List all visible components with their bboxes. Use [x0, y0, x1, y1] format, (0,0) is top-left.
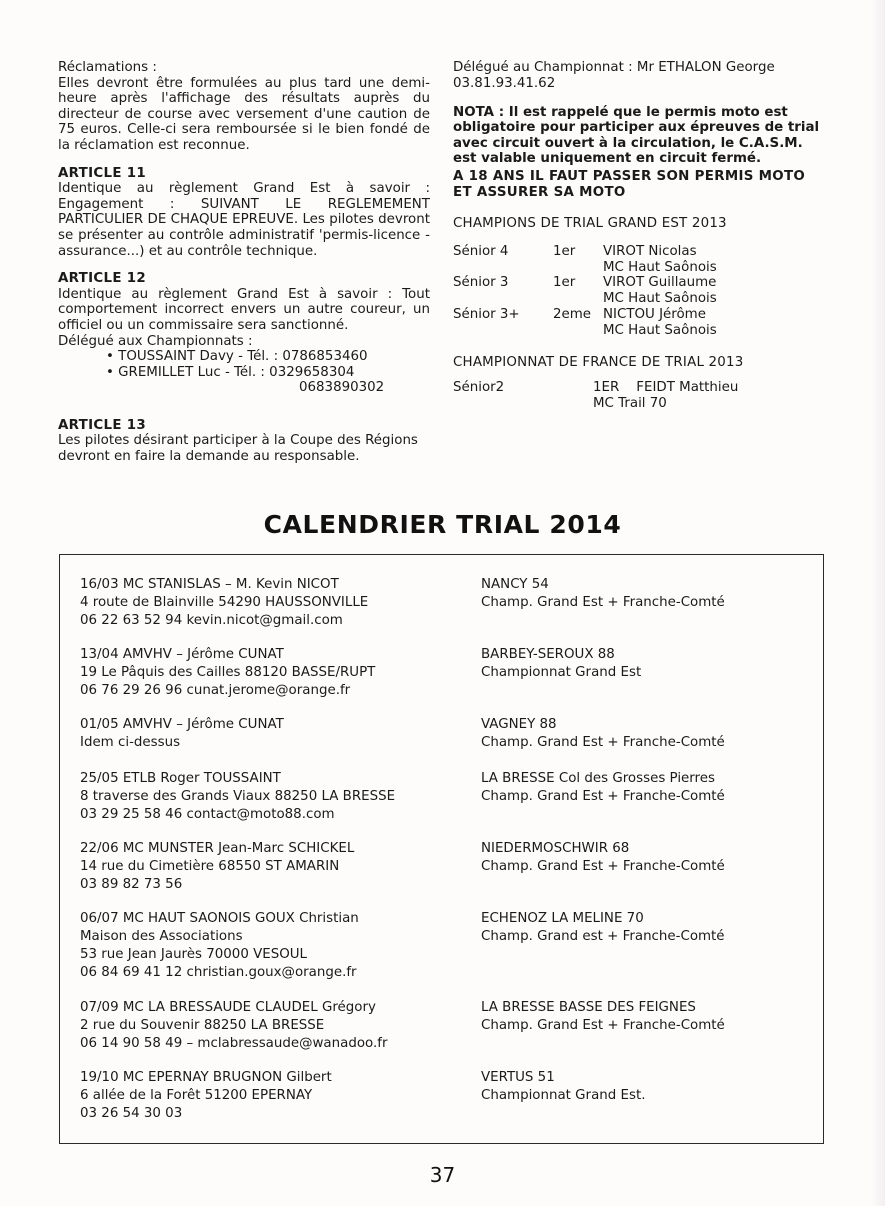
champion-rank: 1er	[553, 275, 576, 291]
event-line: Maison des Associations	[80, 929, 243, 944]
article-12-title: ARTICLE 12	[58, 271, 146, 287]
champion-category: Sénior 4	[453, 243, 509, 259]
champion-club: MC Haut Saônois	[603, 291, 717, 307]
reclamations-text: Elles devront être formulées au plus tard une demi-heure après l'affichage des résultats auprès du directeur de course avec versement d'une caution de 75 euros. Celle-ci sera remboursée si le bien fondé de la réclamation est reconnue.	[58, 75, 430, 153]
delegate-phone: 03.81.93.41.62	[453, 75, 556, 91]
champion-category: Sénior 3+	[453, 306, 520, 322]
article-13-title: ARTICLE 13	[58, 417, 146, 433]
event-line: 25/05 ETLB Roger TOUSSAINT	[80, 771, 281, 786]
champion-rank: 1er	[553, 243, 576, 259]
event-line: 13/04 AMVHV – Jérôme CUNAT	[80, 647, 284, 662]
event-venue: VERTUS 51	[481, 1070, 555, 1085]
event-line: 01/05 AMVHV – Jérôme CUNAT	[80, 717, 284, 732]
article-11-title: ARTICLE 11	[58, 165, 146, 181]
delegate-championship: Délégué au Championnat : Mr ETHALON George	[453, 60, 775, 75]
article-11-text: Identique au règlement Grand Est à savoir : Engagement : SUIVANT LE REGLEMEMENT PARTICULIER DE CHAQUE EPREUVE. Les pilotes devront se présenter au contrôle administratif 'permis-licence - assurance...) et au contrôle technique.	[58, 181, 430, 259]
grand-est-champions-title: CHAMPIONS DE TRIAL GRAND EST 2013	[453, 216, 727, 232]
event-venue: LA BRESSE BASSE DES FEIGNES	[481, 1000, 696, 1015]
event-line: 03 89 82 73 56	[80, 877, 183, 892]
event-line: 06/07 MC HAUT SAONOIS GOUX Christian	[80, 911, 359, 926]
event-championship: Champ. Grand Est + Franche-Comté	[481, 735, 725, 750]
event-championship: Champ. Grand Est + Franche-Comté	[481, 859, 725, 874]
event-championship: Championnat Grand Est.	[481, 1088, 646, 1103]
event-line: 14 rue du Cimetière 68550 ST AMARIN	[80, 859, 340, 874]
event-line: 19/10 MC EPERNAY BRUGNON Gilbert	[80, 1070, 332, 1085]
france-champions-title: CHAMPIONNAT DE FRANCE DE TRIAL 2013	[453, 354, 744, 370]
event-venue: BARBEY-SEROUX 88	[481, 647, 615, 662]
champion-rank: 2eme	[553, 306, 592, 322]
event-venue: LA BRESSE Col des Grosses Pierres	[481, 771, 715, 786]
event-venue: ECHENOZ LA MELINE 70	[481, 911, 644, 926]
event-line: 06 84 69 41 12 christian.goux@orange.fr	[80, 965, 357, 980]
event-championship: Championnat Grand Est	[481, 665, 642, 680]
event-line: 07/09 MC LA BRESSAUDE CLAUDEL Grégory	[80, 1000, 376, 1015]
event-venue: NIEDERMOSCHWIR 68	[481, 841, 630, 856]
event-line: 22/06 MC MUNSTER Jean-Marc SCHICKEL	[80, 841, 355, 856]
page-number: 37	[429, 1163, 456, 1187]
event-line: Idem ci-dessus	[80, 735, 181, 750]
delegates-list	[106, 349, 430, 396]
event-championship: Champ. Grand Est + Franche-Comté	[481, 1018, 725, 1033]
event-line: 53 rue Jean Jaurès 70000 VESOUL	[80, 947, 308, 962]
delegate-phone: 0683890302	[299, 380, 385, 396]
champion-club: MC Haut Saônois	[603, 322, 717, 338]
champion-name: VIROT Guillaume	[603, 275, 717, 291]
champion-name: 1ER FEIDT Matthieu	[593, 380, 739, 396]
champion-name: VIROT Nicolas	[603, 243, 697, 259]
event-championship: Champ. Grand Est + Franche-Comté	[481, 789, 725, 804]
event-line: 03 26 54 30 03	[80, 1106, 183, 1121]
champion-category: Sénior 3	[453, 275, 509, 291]
event-championship: Champ. Grand est + Franche-Comté	[481, 929, 725, 944]
champion-row	[453, 307, 717, 339]
champion-club: MC Haut Saônois	[603, 259, 717, 275]
champion-category: Sénior2	[453, 380, 505, 396]
nota-notice: NOTA : Il est rappelé que le permis moto est obligatoire pour participer aux épreuves de trial avec circuit ouvert à la circulation, le C.A.S.M. est valable uniquement en circuit fermé.	[453, 105, 820, 166]
champion-club: MC Trail 70	[593, 395, 667, 411]
reclamations-title: Réclamations :	[58, 60, 157, 75]
event-line: 16/03 MC STANISLAS – M. Kevin NICOT	[80, 577, 339, 592]
event-venue: VAGNEY 88	[481, 717, 557, 732]
champion-row	[453, 244, 717, 276]
event-line: 06 14 90 58 49 – mclabressaude@wanadoo.fr	[80, 1036, 388, 1051]
page-edge-shadow	[871, 0, 885, 1206]
article-12-text: Identique au règlement Grand Est à savoir : Tout comportement incorrect envers un autre coureur, un officiel ou un commissaire sera sanctionné.	[58, 286, 430, 333]
event-line: 06 22 63 52 94 kevin.nicot@gmail.com	[80, 613, 343, 628]
event-venue: NANCY 54	[481, 577, 549, 592]
grand-est-champions-table	[453, 244, 717, 339]
event-line: 6 allée de la Forêt 51200 EPERNAY	[80, 1088, 313, 1103]
event-line: 03 29 25 58 46 contact@moto88.com	[80, 807, 335, 822]
calendar-title: CALENDRIER TRIAL 2014	[263, 510, 622, 539]
champion-row	[453, 275, 717, 307]
delegate-item: • GREMILLET Luc - Tél. : 0329658304	[106, 364, 355, 380]
france-champion-row	[453, 380, 827, 411]
delegate-item: • TOUSSAINT Davy - Tél. : 0786853460	[106, 349, 368, 365]
delegates-title: Délégué aux Championnats :	[58, 333, 253, 349]
event-line: 8 traverse des Grands Viaux 88250 LA BRESSE	[80, 789, 396, 804]
right-column	[453, 60, 827, 411]
event-championship: Champ. Grand Est + Franche-Comté	[481, 595, 725, 610]
event-line: 06 76 29 26 96 cunat.jerome@orange.fr	[80, 683, 351, 698]
article-13-text: Les pilotes désirant participer à la Coupe des Régions devront en faire la demande au responsable.	[58, 433, 418, 465]
champion-name: NICTOU Jérôme	[603, 306, 706, 322]
age-notice: A 18 ANS IL FAUT PASSER SON PERMIS MOTO ET ASSURER SA MOTO	[453, 169, 806, 200]
event-line: 2 rue du Souvenir 88250 LA BRESSE	[80, 1018, 325, 1033]
event-line: 19 Le Pâquis des Cailles 88120 BASSE/RUPT	[80, 665, 376, 680]
calendar-box	[59, 554, 824, 1144]
left-column	[58, 60, 430, 465]
event-line: 4 route de Blainville 54290 HAUSSONVILLE	[80, 595, 369, 610]
